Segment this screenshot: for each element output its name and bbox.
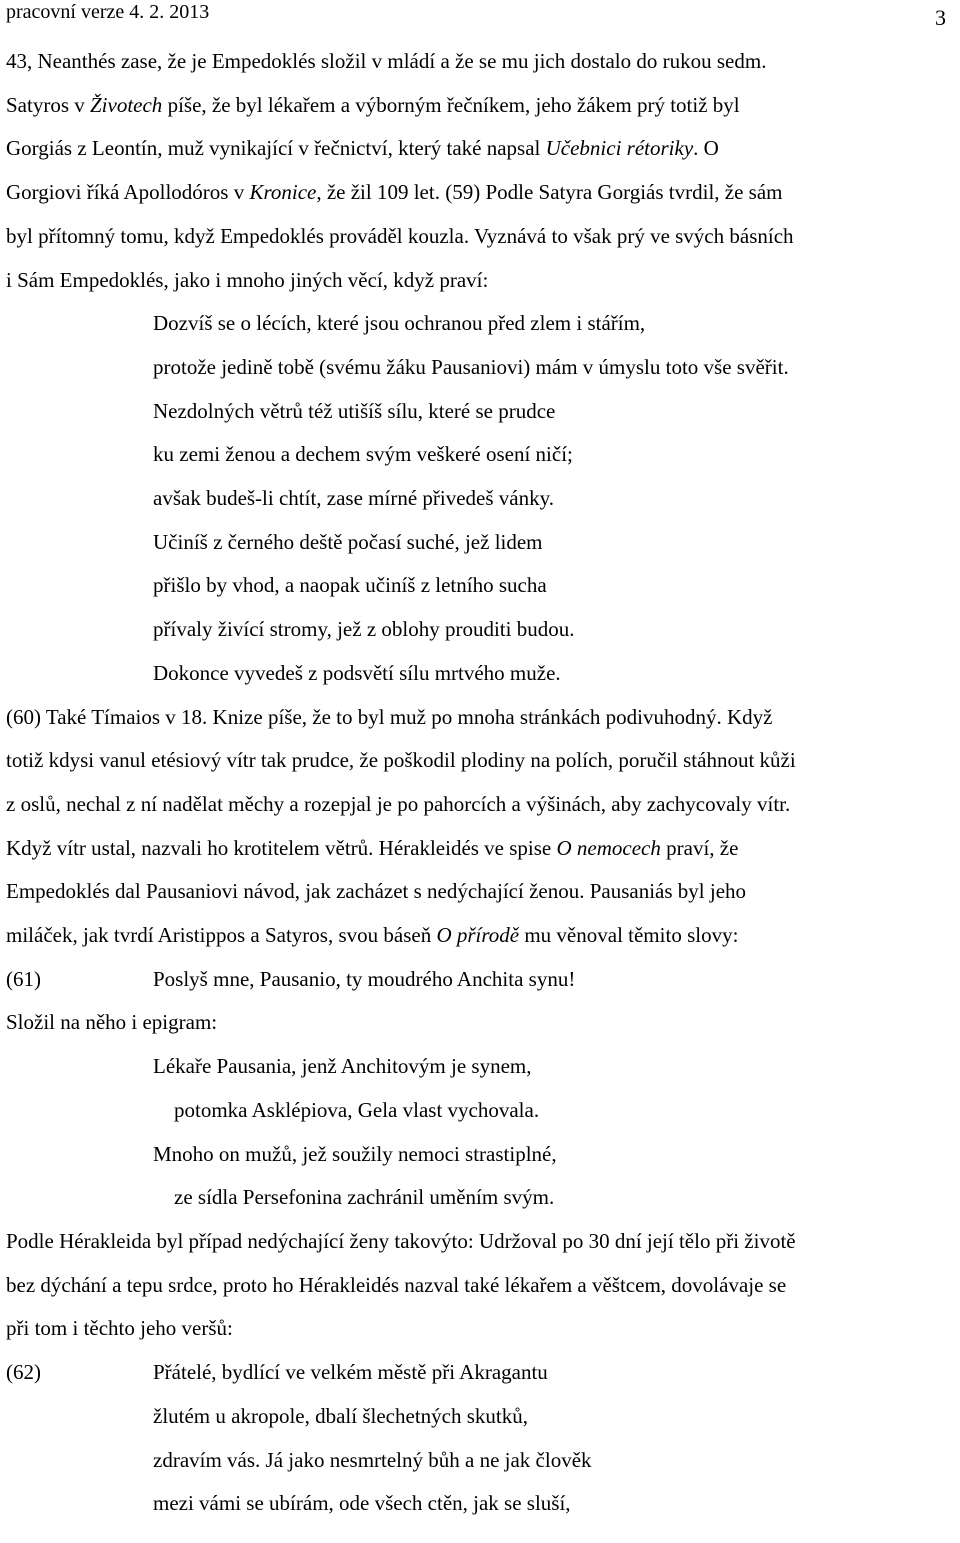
text-segment: Lékaře Pausania, jenž Anchitovým je synem,: [153, 1054, 532, 1079]
text-segment: Dokonce vyvedeš z podsvětí sílu mrtvého muže.: [153, 660, 561, 685]
numbered-verse-line: [6, 1351, 952, 1395]
italic-title: Životech: [90, 92, 163, 117]
text-line: [6, 827, 952, 871]
text-segment: Když vítr ustal, nazvali ho krotitelem větrů. Hérakleidés ve spise: [6, 835, 557, 860]
text-segment: Složil na něho i epigram:: [6, 1010, 218, 1035]
verse-line: [6, 652, 952, 696]
text-segment: miláček, jak tvrdí Aristippos a Satyros, svou báseň: [6, 923, 437, 948]
verse-line: [6, 346, 952, 390]
text-line: [6, 259, 952, 303]
italic-title: O přírodě: [436, 923, 520, 948]
text-segment: Dozvíš se o lécích, které jsou ochranou před zlem i stářím,: [153, 311, 646, 336]
verse-line: [6, 608, 952, 652]
verse-line-indented: [6, 1176, 952, 1220]
text-line: [6, 84, 952, 128]
page-header: [6, 0, 952, 40]
text-segment: žlutém u akropole, dbalí šlechetných skutků,: [153, 1403, 528, 1428]
verse-line: [6, 1133, 952, 1177]
text-line: [6, 783, 952, 827]
text-line: [6, 870, 952, 914]
text-line: [6, 739, 952, 783]
body-text: [6, 40, 952, 1526]
text-segment: bez dýchání a tepu srdce, proto ho Hérakleidés nazval také lékařem a věštcem, dovolávaje se: [6, 1272, 787, 1297]
text-segment: Satyros v: [6, 92, 90, 117]
text-segment: při tom i těchto jeho veršů:: [6, 1316, 233, 1341]
verse-line: [6, 1395, 952, 1439]
text-segment: z oslů, nechal z ní nadělat měchy a rozepjal je po pahorcích a výšinách, aby zachycovaly vítr.: [6, 791, 791, 816]
text-segment: Učiníš z černého deště počasí suché, jež lidem: [153, 529, 543, 554]
text-line: [6, 1307, 952, 1351]
text-segment: přišlo by vhod, a naopak učiníš z letního sucha: [153, 573, 547, 598]
verse-line: [6, 564, 952, 608]
text-segment: 43, Neanthés zase, že je Empedoklés složil v mládí a že se mu jich dostalo do rukou sedm.: [6, 49, 767, 73]
text-segment: píše, že byl lékařem a výborným řečníkem, jeho žákem prý totiž byl: [162, 92, 740, 117]
italic-title: Učebnici rétoriky: [545, 136, 694, 161]
text-line: [6, 1220, 952, 1264]
text-segment: Gorgiovi říká Apollodóros v: [6, 180, 250, 205]
text-segment: ku zemi ženou a dechem svým veškeré osení ničí;: [153, 442, 573, 467]
text-line: [6, 171, 952, 215]
text-line: [6, 127, 952, 171]
text-segment: Podle Hérakleida byl případ nedýchající ženy takovýto: Udržoval po 30 dní její tělo při životě: [6, 1228, 796, 1253]
verse-line: [6, 477, 952, 521]
verse-line: [6, 1439, 952, 1483]
text-segment: . O: [693, 136, 719, 161]
text-segment: mu věnoval těmito slovy:: [519, 923, 739, 948]
italic-title: O nemocech: [556, 835, 661, 860]
text-segment: Poslyš mne, Pausanio, ty moudrého Anchita synu!: [153, 966, 576, 991]
text-segment: mezi vámi se ubírám, ode všech ctěn, jak se sluší,: [153, 1491, 571, 1516]
verse-number: (62): [6, 1360, 41, 1385]
text-line: [6, 1264, 952, 1308]
text-segment: avšak budeš-li chtít, zase mírné přivedeš vánky.: [153, 486, 555, 511]
italic-title: Kronice: [249, 180, 317, 205]
text-segment: ze sídla Persefonina zachránil uměním svým.: [174, 1185, 555, 1210]
text-segment: Nezdolných větrů též utišíš sílu, které se prudce: [153, 398, 556, 423]
text-segment: Empedoklés dal Pausaniovi návod, jak zacházet s nedýchající ženou. Pausaniás byl jeho: [6, 879, 747, 904]
verse-line: [6, 1482, 952, 1526]
verse-line: [6, 433, 952, 477]
numbered-verse-line: [6, 958, 952, 1002]
text-segment: , že žil 109 let. (59) Podle Satyra Gorgiás tvrdil, že sám: [316, 180, 783, 205]
version-label: pracovní verze 4. 2. 2013: [6, 1, 210, 23]
text-segment: totiž kdysi vanul etésiový vítr tak prudce, že poškodil plodiny na polích, poručil stáhnout kůži: [6, 748, 796, 773]
text-segment: potomka Asklépiova, Gela vlast vychovala.: [174, 1097, 540, 1122]
text-line: [6, 696, 952, 740]
text-segment: protože jedině tobě (svému žáku Pausaniovi) mám v úmyslu toto vše svěřit.: [153, 354, 789, 379]
verse-line: [6, 521, 952, 565]
text-segment: zdravím vás. Já jako nesmrtelný bůh a ne jak člověk: [153, 1447, 592, 1472]
text-segment: přívaly živící stromy, jež z oblohy prouditi budou.: [153, 617, 575, 642]
text-segment: Mnoho on mužů, jež soužily nemoci strastiplné,: [153, 1141, 557, 1166]
text-segment: Gorgiás z Leontín, muž vynikající v řečnictví, který také napsal: [6, 136, 546, 161]
text-line: [6, 40, 952, 84]
text-segment: byl přítomný tomu, když Empedoklés prováděl kouzla. Vyznává to však prý ve svých básních: [6, 223, 794, 248]
text-segment: i Sám Empedoklés, jako i mnoho jiných věcí, když praví:: [6, 267, 489, 292]
verse-line-indented: [6, 1089, 952, 1133]
text-line: [6, 1001, 952, 1045]
text-segment: Přátelé, bydlící ve velkém městě při Akragantu: [153, 1360, 548, 1385]
verse-number: (61): [6, 966, 41, 991]
page-number: 3: [935, 5, 946, 30]
text-line: [6, 914, 952, 958]
verse-line: [6, 390, 952, 434]
text-line: [6, 215, 952, 259]
verse-line: [6, 1045, 952, 1089]
text-segment: (60) Také Tímaios v 18. Knize píše, že to byl muž po mnoha stránkách podivuhodný. Když: [6, 704, 773, 729]
verse-line: [6, 302, 952, 346]
text-segment: praví, že: [660, 835, 739, 860]
